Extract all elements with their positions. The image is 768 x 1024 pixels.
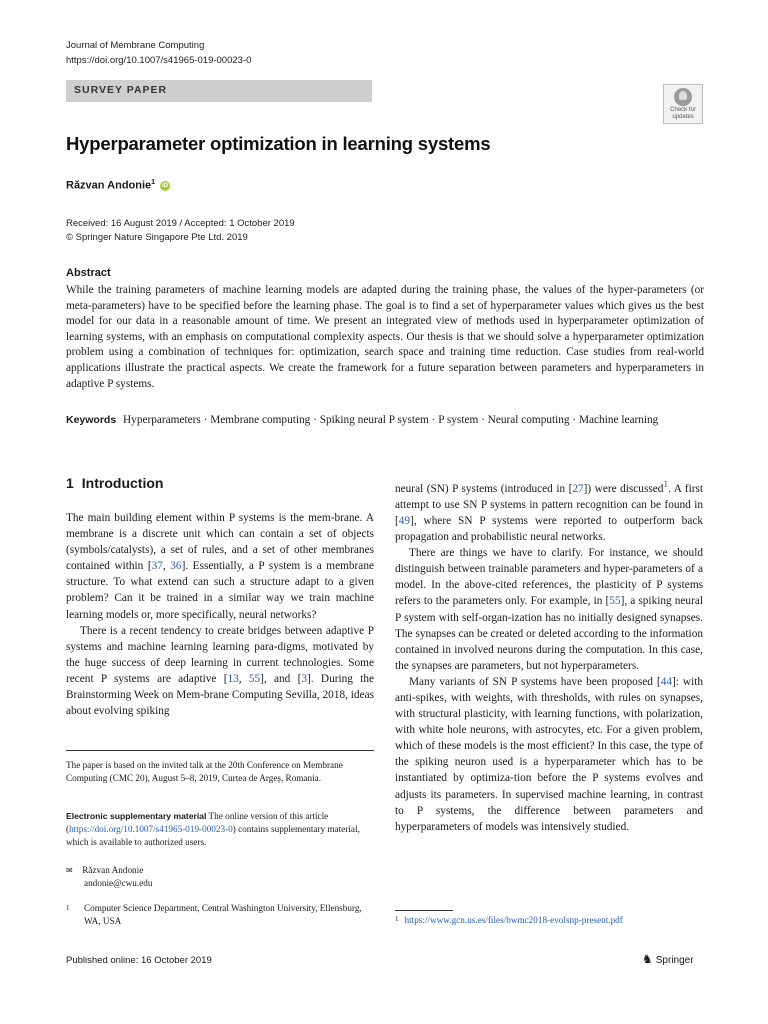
springer-horse-icon: ♞ <box>642 952 653 966</box>
journal-name: Journal of Membrane Computing <box>66 40 205 51</box>
publisher-logo <box>642 952 694 966</box>
footnote-number: 1 <box>395 915 399 923</box>
affiliation-text: Computer Science Department, Central Washington University, Ellensburg, WA, USA <box>84 903 362 926</box>
citation-link[interactable]: 49 <box>398 514 411 527</box>
section-heading <box>66 475 163 491</box>
crossmark-label: Check for updates <box>670 107 696 120</box>
supplementary-material-note: Electronic supplementary material The online version of this article (https://doi.org/10.1007/s41965-019-00023-0) contains supplementary material, which is available to authorized users. <box>66 811 360 847</box>
esm-label: Electronic supplementary material <box>66 811 207 821</box>
abstract-body: While the training parameters of machine learning models are adapted during the training phase, the values of the hyper-parameters (or meta-parameters) have to be specified before the learning phase. The goal is to find a set of hyperparameter values which gives us the best model for our data in a reasonable amount of time. We present an integrated view of methods used in hyperparameter optimization of learning systems, with an emphasis on computational complexity aspects. Our thesis is that we should solve a hyperparameter optimization problem using a combination of techniques for: optimization, search space and training time reduction. Case studies from real-world applications illustrate the practical aspects. We create the framework for a future separation between parameters and hyperparameters in adaptive P systems. <box>66 284 704 390</box>
banner-label: SURVEY PAPER <box>74 84 168 96</box>
right-column <box>395 477 703 835</box>
esm-link[interactable]: https://doi.org/10.1007/s41965-019-00023-0 <box>69 824 233 834</box>
citation-link[interactable]: 13 <box>227 672 239 685</box>
citation-link[interactable]: 36 <box>170 560 182 573</box>
citation-link[interactable]: 55 <box>248 672 261 685</box>
paragraph: The main building element within P systems is the mem-brane. A membrane is a discrete unit which can contain a set of objects (symbols/catalysts), a set of rules, and a set of other membranes contained within [37, 36]. Essentially, a P system is a membrane structure. To what extend can such a structure adapt to a given problem? Can it be trained in a similar way we train machine learning models or, more specifically, neural networks? <box>66 512 374 621</box>
citation-link[interactable]: 44 <box>660 675 672 688</box>
keywords-list: Hyperparameters · Membrane computing · Spiking neural P system · P system · Neural computing · Machine learning <box>123 414 659 426</box>
envelope-icon: ✉ <box>66 866 73 875</box>
received-accepted-dates: Received: 16 August 2019 / Accepted: 1 October 2019 <box>66 218 295 229</box>
author-affiliation-marker: 1 <box>151 179 156 186</box>
section-number: 1 <box>66 475 74 491</box>
abstract-heading: Abstract <box>66 267 111 279</box>
footnote-divider <box>395 910 453 911</box>
survey-paper-banner <box>66 80 372 102</box>
citation-link[interactable]: 3 <box>301 672 308 685</box>
affiliation-note <box>66 902 374 928</box>
publisher-name: Springer <box>655 955 694 966</box>
author-line <box>66 179 170 192</box>
published-date: Published online: 16 October 2019 <box>66 955 212 966</box>
section-title: Introduction <box>81 475 164 491</box>
conference-note: The paper is based on the invited talk at the 20th Conference on Membrane Computing (CMC 20), August 5–8, 2019, Curtea de Argeș, Romania. <box>66 760 343 783</box>
keywords-label: Keywords <box>66 414 117 426</box>
footnote-url-link[interactable]: https://www.gcn.us.es/files/bwmc2018-evolsnp-present.pdf <box>404 915 623 925</box>
keywords-line <box>66 413 704 429</box>
contact-name: Răzvan Andonie <box>82 865 144 875</box>
paper-title: Hyperparameter optimization in learning systems <box>66 133 491 154</box>
paragraph: There is a recent tendency to create bridges between adaptive P systems and machine learning learning para-digms, motivated by the huge success of deep learning in current technologies. Some recent P systems are adaptive [13, 55], and [3]. During the Brainstorming Week on Mem-brane Computing Sevilla, 2018, ideas about evolving spiking <box>66 624 374 718</box>
left-column <box>66 510 374 719</box>
crossmark-icon <box>674 88 692 106</box>
citation-link[interactable]: 37 <box>151 560 163 573</box>
doi-link[interactable]: https://doi.org/10.1007/s41965-019-00023-0 <box>66 55 252 66</box>
footnote-marker[interactable]: 1 <box>663 480 669 490</box>
footnote-divider <box>66 750 374 751</box>
footnote-1 <box>395 915 623 925</box>
contact-email[interactable]: andonie@cwu.edu <box>84 878 153 888</box>
copyright-notice: © Springer Nature Singapore Pte Ltd. 2019 <box>66 232 248 243</box>
citation-link[interactable]: 55 <box>609 595 621 608</box>
paragraph: There are things we have to clarify. For instance, we should distinguish between trainable parameters and hyper-parameters of a model. In the above-cited references, the plasticity of P systems refers to the parameters only. For example, in [55], a spiking neural P system with self-organ-ization has no initially designed synapses. The synapses can be created or deleted according to the information contained in involved neurons during the computation. In this case, the synapses are parameters, but not hyperparameters. <box>395 547 703 672</box>
check-for-updates-button[interactable] <box>663 84 703 124</box>
paragraph: Many variants of SN P systems have been proposed [44]: with anti-spikes, with weights, with thresholds, with rules on synapses, with structural plasticity, with learning functions, with polarization, with white hole neurons, with astrocytes, etc. For a given problem, which of these models is the most efficient? In this case, the type of the spiking neuron used is a hyperparameter which has to be instantiated by optimiza-tion before the P systems evolves and adjusts its parameters. In supervised machine learning, in contrast to P systems, the difference between parameters and hyperparameters of models was intensively studied. <box>395 675 703 833</box>
affiliation-marker: 1 <box>66 904 70 912</box>
author-name[interactable]: Răzvan Andonie <box>66 179 152 192</box>
orcid-icon[interactable]: iD <box>162 182 169 189</box>
corresponding-author <box>66 864 374 890</box>
paragraph: neural (SN) P systems (introduced in [27]) were discussed$^1$. A first attempt to use SN P systems in pattern recognition can be found in [49], where SN P systems were reported to outperform back propagation and probabilistic neural networks. <box>395 480 704 544</box>
citation-link[interactable]: 27 <box>572 482 584 495</box>
